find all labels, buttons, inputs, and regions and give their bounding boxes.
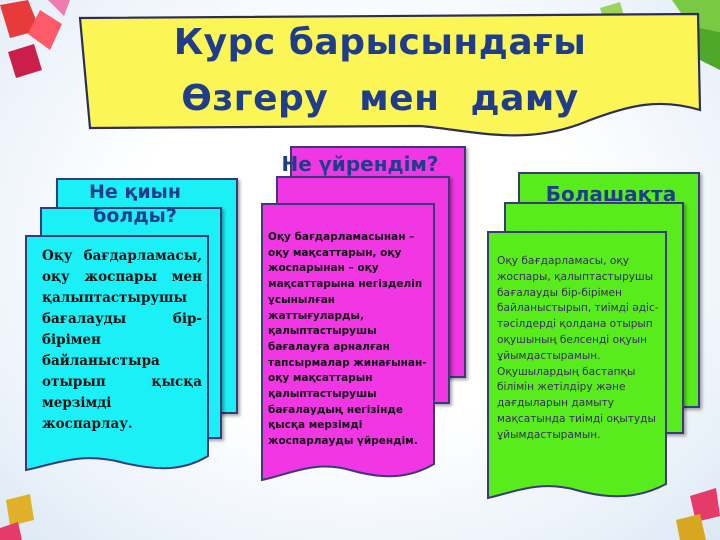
card-3-heading: Болашақта <box>545 182 677 206</box>
card-2-heading: Не үйрендім? <box>281 152 439 176</box>
card-1-heading: Не қиын болды? <box>89 181 181 227</box>
card-3-text: Оқу бағдарламасы, оқу жоспары, қалыптастырушы бағалауды бір-бірімен байланыстырып, тиімді әдіс-тәсілдерді қолдана отырып оқушының белсенді оқуын ұйымдастырамын. Оқушылардың бастапқы білімін жетілдіру және дағдыларын дамыту мақсатында тиімді оқытуды ұйымдастырамын. <box>497 255 659 441</box>
title-line-1: Курс барысындағы <box>173 22 587 63</box>
card-1-text: Оқу бағдарламасы, оқу жоспары мен қалыптастырушы бағалауды бір-бірімен байланыстыра отырып қысқа мерзімді жоспарлау. <box>42 248 202 432</box>
card-2-text: Оқу бағдарламасынан – оқу мақсаттарын, оқу жоспарынан – оқу мақсаттарына негізделіп ұсынылған жаттығуларды, қалыптастырушы бағалауға арналған тапсырмалар жинағынан- оқу мақсаттарын қалыптастырушы бағалаудың негізінде қысқа мерзімді жоспарлауды үйрендім. <box>268 231 427 448</box>
title-line-2: Өзгеру мен даму <box>181 78 579 119</box>
